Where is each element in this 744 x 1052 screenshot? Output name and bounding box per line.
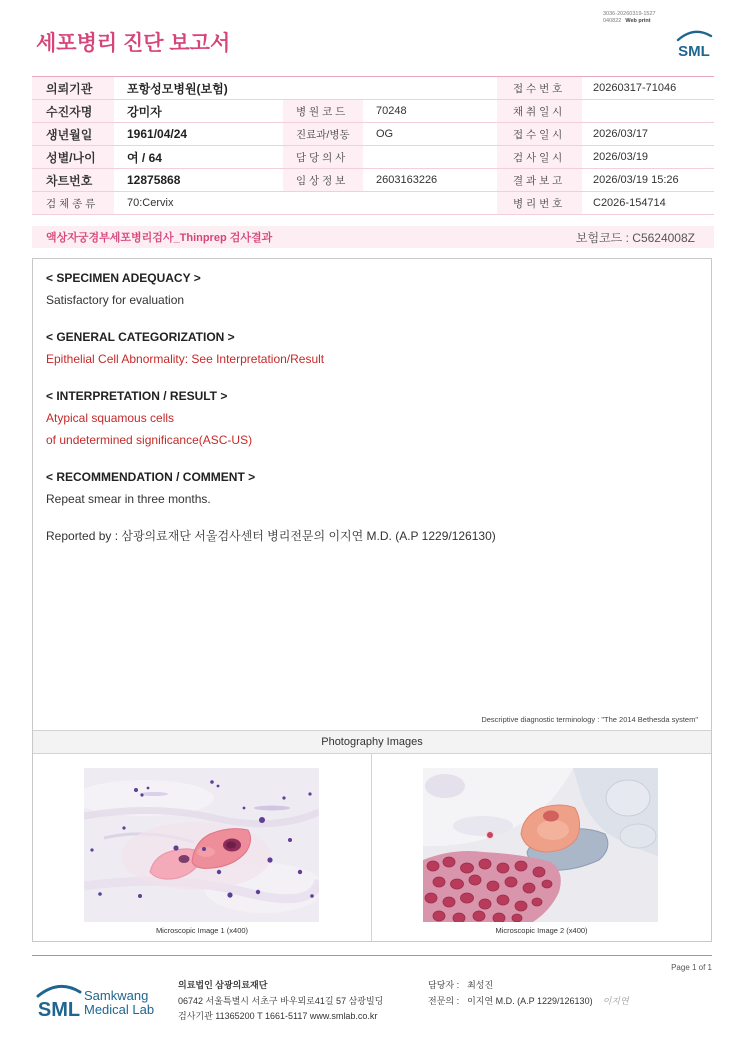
pathology-number-label: 병 리 번 호 bbox=[497, 192, 582, 215]
logo-arc bbox=[38, 986, 80, 996]
requesting-institution-label: 의뢰기관 bbox=[32, 77, 114, 100]
photography-images-header: Photography Images bbox=[33, 730, 711, 754]
brand-line-1: Samkwang bbox=[84, 988, 149, 1003]
print-meta bbox=[603, 11, 656, 25]
hospital-code-value: 70248 bbox=[363, 100, 497, 123]
reported-by: Reported by : 삼광의료재단 서울검사센터 병리전문의 이지연 M.D. (A.P 1229/126130) bbox=[46, 529, 496, 543]
collection-datetime-value bbox=[582, 100, 714, 123]
sex-age-label: 성별/나이 bbox=[32, 146, 114, 169]
image-caption-1: Microscopic Image 1 (x400) bbox=[155, 926, 249, 935]
collection-datetime-label: 채 취 일 시 bbox=[497, 100, 582, 123]
department-value: OG bbox=[363, 123, 497, 146]
brand-name bbox=[84, 989, 154, 1017]
report-datetime-label: 결 과 보 고 bbox=[497, 169, 582, 192]
clinical-info-label: 임 상 정 보 bbox=[283, 169, 363, 192]
receipt-date-value: 2026/03/17 bbox=[582, 123, 714, 146]
test-band bbox=[32, 226, 714, 248]
section-line: Repeat smear in three months. bbox=[46, 492, 211, 506]
microscopic-image-2 bbox=[423, 768, 658, 922]
requesting-institution-value: 포항성모병원(보험) bbox=[114, 77, 497, 100]
organization-address: 06742 서울특별시 서초구 바우뫼로41길 57 삼광빌딩 bbox=[178, 995, 384, 1006]
page-number: Page 1 of 1 bbox=[671, 963, 712, 972]
staff-info bbox=[428, 978, 629, 1010]
report-title: 세포병리 진단 보고서 bbox=[36, 32, 231, 55]
terminology-note: Descriptive diagnostic terminology : "The 2014 Bethesda system" bbox=[481, 715, 698, 724]
section-heading: < SPECIMEN ADEQUACY > bbox=[46, 271, 201, 285]
section-recommendation-comment bbox=[46, 466, 686, 510]
print-id: 3036-20260319-1527 bbox=[603, 11, 656, 17]
clinical-info-value: 2603163226 bbox=[363, 169, 497, 192]
patient-name-label: 수진자명 bbox=[32, 100, 114, 123]
receipt-number-label: 접 수 번 호 bbox=[497, 77, 582, 100]
pathology-number-value: C2026-154714 bbox=[582, 192, 714, 215]
report-datetime-value: 2026/03/19 15:26 bbox=[582, 169, 714, 192]
microscopic-image-1 bbox=[84, 768, 319, 922]
test-date-label: 검 사 일 시 bbox=[497, 146, 582, 169]
section-heading: < GENERAL CATEGORIZATION > bbox=[46, 330, 235, 344]
patient-info-table bbox=[32, 76, 714, 215]
test-date-value: 2026/03/19 bbox=[582, 146, 714, 169]
photo-cell-1 bbox=[33, 754, 372, 941]
section-line: Epithelial Cell Abnormality: See Interpretation/Result bbox=[46, 352, 325, 366]
insurance-code: 보험코드 : C5624008Z bbox=[575, 230, 695, 245]
organization-name: 의료법인 삼광의료재단 bbox=[178, 980, 268, 990]
physician-label: 담 당 의 사 bbox=[283, 146, 363, 169]
organization-info bbox=[178, 978, 383, 1025]
image-caption-2: Microscopic Image 2 (x400) bbox=[495, 926, 588, 935]
staff-label: 담당자 : bbox=[428, 980, 460, 990]
footer-divider bbox=[32, 955, 712, 956]
patient-name-value: 강미자 bbox=[114, 100, 283, 123]
logo-arc bbox=[678, 32, 711, 40]
birth-date-value: 1961/04/24 bbox=[114, 123, 283, 146]
section-line: Atypical squamous cells bbox=[46, 411, 175, 425]
print-code: 040822 bbox=[603, 18, 622, 24]
test-name: 액상자궁경부세포병리검사_Thinprep 검사결과 bbox=[46, 232, 273, 244]
receipt-number-value: 20260317-71046 bbox=[582, 77, 714, 100]
specialist-name: 이지연 M.D. (A.P 1229/126130) bbox=[467, 995, 593, 1006]
sex-age-value: 여 / 64 bbox=[114, 146, 283, 169]
specimen-type-label: 검 체 종 류 bbox=[32, 192, 114, 215]
staff-name: 최성진 bbox=[467, 980, 494, 990]
organization-contact: 검사기관 11365200 T 1661-5117 www.smlab.co.kr bbox=[178, 1011, 378, 1021]
department-label: 진료과/병동 bbox=[283, 123, 363, 146]
staff-line bbox=[428, 978, 629, 994]
section-general-categorization bbox=[46, 326, 686, 370]
chart-number-value: 12875868 bbox=[114, 169, 283, 192]
photo-cell-2 bbox=[372, 754, 711, 941]
physician-value bbox=[363, 146, 497, 169]
specialist-signature: 이지연 bbox=[602, 996, 629, 1007]
receipt-date-label: 접 수 일 시 bbox=[497, 123, 582, 146]
result-sections bbox=[46, 267, 686, 547]
hospital-code-label: 병 원 코 드 bbox=[283, 100, 363, 123]
result-box bbox=[32, 258, 712, 942]
print-mode: Web print bbox=[625, 18, 651, 24]
specialist-line bbox=[428, 994, 629, 1011]
section-specimen-adequacy bbox=[46, 267, 686, 311]
chart-number-label: 차트번호 bbox=[32, 169, 114, 192]
birth-date-label: 생년월일 bbox=[32, 123, 114, 146]
sml-footer-logo bbox=[34, 977, 84, 1027]
section-heading: < RECOMMENDATION / COMMENT > bbox=[46, 470, 256, 484]
section-interpretation-result bbox=[46, 385, 686, 451]
section-line: Satisfactory for evaluation bbox=[46, 293, 185, 307]
section-heading: < INTERPRETATION / RESULT > bbox=[46, 389, 228, 403]
sml-logo bbox=[673, 25, 715, 63]
section-line: of undetermined significance(ASC-US) bbox=[46, 433, 253, 447]
cell-cluster bbox=[423, 851, 561, 922]
specimen-type-value: 70:Cervix bbox=[114, 192, 497, 215]
specialist-label: 전문의 : bbox=[428, 995, 460, 1006]
sml-logo-text: SML bbox=[678, 43, 710, 60]
print-code-line bbox=[603, 18, 656, 25]
sml-footer-logo-text: SML bbox=[37, 999, 81, 1021]
brand-line-2: Medical Lab bbox=[84, 1002, 155, 1017]
